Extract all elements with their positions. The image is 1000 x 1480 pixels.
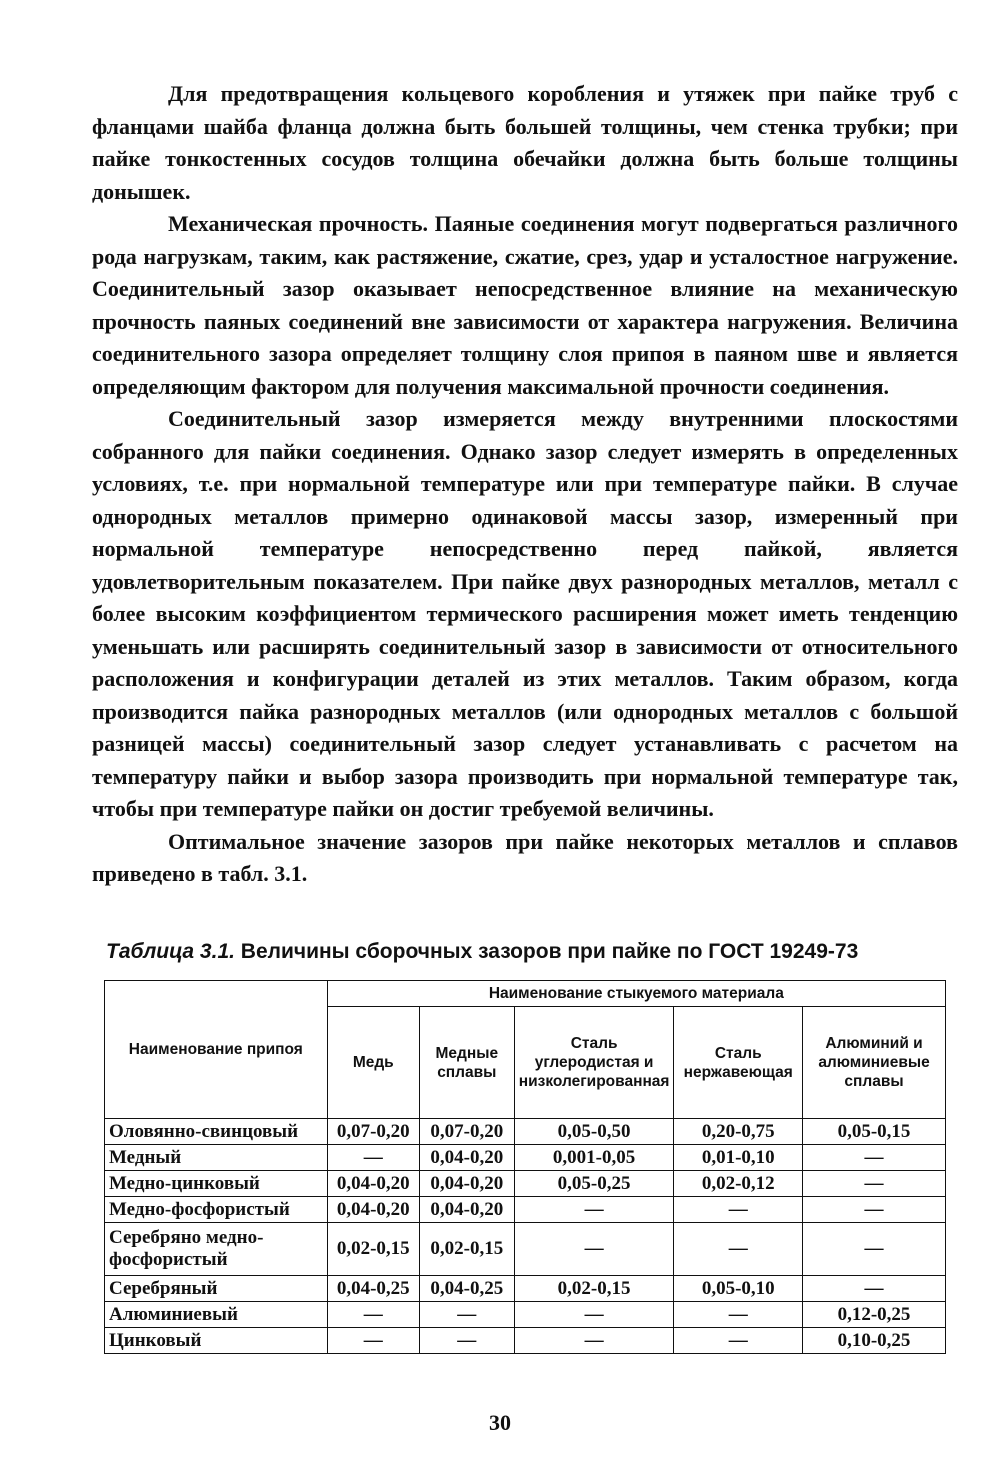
solder-name: Серебряно медно-фосфористый [105,1223,328,1276]
gap-value: — [327,1328,419,1354]
gap-value: 0,07-0,20 [419,1119,514,1145]
gap-value: 0,05-0,15 [803,1119,946,1145]
gap-value: — [674,1223,803,1276]
gap-value: 0,05-0,50 [514,1119,674,1145]
gap-value: — [803,1276,946,1302]
solder-name: Цинковый [105,1328,328,1354]
gap-value: 0,02-0,15 [514,1276,674,1302]
gap-value: — [327,1302,419,1328]
gap-value: 0,04-0,20 [419,1145,514,1171]
gap-value: 0,001-0,05 [514,1145,674,1171]
solder-name: Алюминиевый [105,1302,328,1328]
gap-value: 0,02-0,15 [419,1223,514,1276]
table-row [105,1119,946,1145]
solder-name: Медно-цинковый [105,1171,328,1197]
gap-value: — [803,1197,946,1223]
gap-value: — [674,1197,803,1223]
gap-value: 0,20-0,75 [674,1119,803,1145]
table-row [105,1223,946,1276]
paragraph-2-body: Паяные соединения могут подвергаться различного рода нагрузкам, таким, как растяжение, сжатие, срез, удар и усталостное нагружение. Соединительный зазор оказывает непосредственное влияние на механическую прочность паяных соединений вне зависимости от характера нагружения. Величина соединительного зазора определяет толщину слоя припоя в паяном шве и является определяющим фактором для получения максимальной прочности соединения. [92,211,958,399]
solder-name: Серебряный [105,1276,328,1302]
table-row [105,1171,946,1197]
gap-value: 0,01-0,10 [674,1145,803,1171]
gap-value: 0,04-0,20 [419,1197,514,1223]
gap-value: 0,02-0,12 [674,1171,803,1197]
header-solder: Наименование припоя [105,981,328,1119]
solder-name: Оловянно-свинцовый [105,1119,328,1145]
table-row [105,1145,946,1171]
solder-name: Медный [105,1145,328,1171]
column-header: Сталь нержавеющая [674,1007,803,1119]
gap-table [104,980,946,1354]
table-row [105,1276,946,1302]
page-text [92,78,958,891]
gap-value: 0,12-0,25 [803,1302,946,1328]
gap-value: — [803,1171,946,1197]
table-caption-label: Таблица 3.1. [106,940,235,963]
gap-value: — [803,1223,946,1276]
gap-value: — [674,1302,803,1328]
table-row [105,1302,946,1328]
solder-name: Медно-фосфористый [105,1197,328,1223]
gap-value: — [514,1302,674,1328]
gap-value: — [803,1145,946,1171]
table-caption-title: Величины сборочных зазоров при пайке по ГОСТ 19249-73 [234,940,859,963]
column-header: Сталь углеродистая и низколегированная [514,1007,674,1119]
paragraph-1: Для предотвращения кольцевого коробления и утяжек при пайке труб с фланцами шайба фланца должна быть большей толщины, чем стенка трубки; при пайке тонкостенных сосудов толщина обечайки должна быть больше толщины донышек. [92,81,958,204]
gap-value: — [514,1223,674,1276]
column-header: Медные сплавы [419,1007,514,1119]
gap-value: — [419,1302,514,1328]
gap-value: 0,04-0,20 [327,1171,419,1197]
gap-value: — [514,1197,674,1223]
gap-value: 0,04-0,20 [327,1197,419,1223]
gap-value: 0,05-0,25 [514,1171,674,1197]
column-header: Медь [327,1007,419,1119]
gap-value: — [514,1328,674,1354]
gap-value: 0,10-0,25 [803,1328,946,1354]
paragraph-3: Соединительный зазор измеряется между внутренними плоскостями собранного для пайки соединения. Однако зазор следует измерять в определенных условиях, т.е. при нормальной температуре или при температуре пайки. В случае однородных металлов примерно одинаковой массы зазор, измеренный при нормальной температуре непосредственно перед пайкой, является удовлетворительным показателем. При пайке двух разнородных металлов, металл с более высоким коэффициентом термического расширения может иметь тенденцию уменьшать или расширять соединительный зазор в зависимости от относительного расположения и конфигурации деталей из этих металлов. Таким образом, когда производится пайка разнородных металлов (или однородных металлов с большой разницей массы) соединительный зазор следует устанавливать с расчетом на температуру пайки и выбор зазора производить при нормальной температуре так, чтобы при температуре пайки он достиг требуемой величины. [92,406,958,821]
page-number: 30 [489,1410,511,1435]
paragraph-2 [92,208,958,403]
table-caption [106,940,951,964]
gap-value: 0,02-0,15 [327,1223,419,1276]
header-material-group: Наименование стыкуемого материала [327,981,945,1007]
gap-value: — [327,1145,419,1171]
gap-value: 0,04-0,25 [419,1276,514,1302]
gap-value: — [419,1328,514,1354]
paragraph-2-heading: Механическая прочность. [168,211,429,236]
gap-value: 0,07-0,20 [327,1119,419,1145]
paragraph-4: Оптимальное значение зазоров при пайке некоторых металлов и сплавов приведено в табл. 3.1. [92,828,958,886]
gap-value: 0,04-0,25 [327,1276,419,1302]
table-row [105,1197,946,1223]
gap-value: — [674,1328,803,1354]
table-row [105,1328,946,1354]
column-header: Алюминий и алюминиевые сплавы [803,1007,946,1119]
gap-value: 0,04-0,20 [419,1171,514,1197]
gap-value: 0,05-0,10 [674,1276,803,1302]
